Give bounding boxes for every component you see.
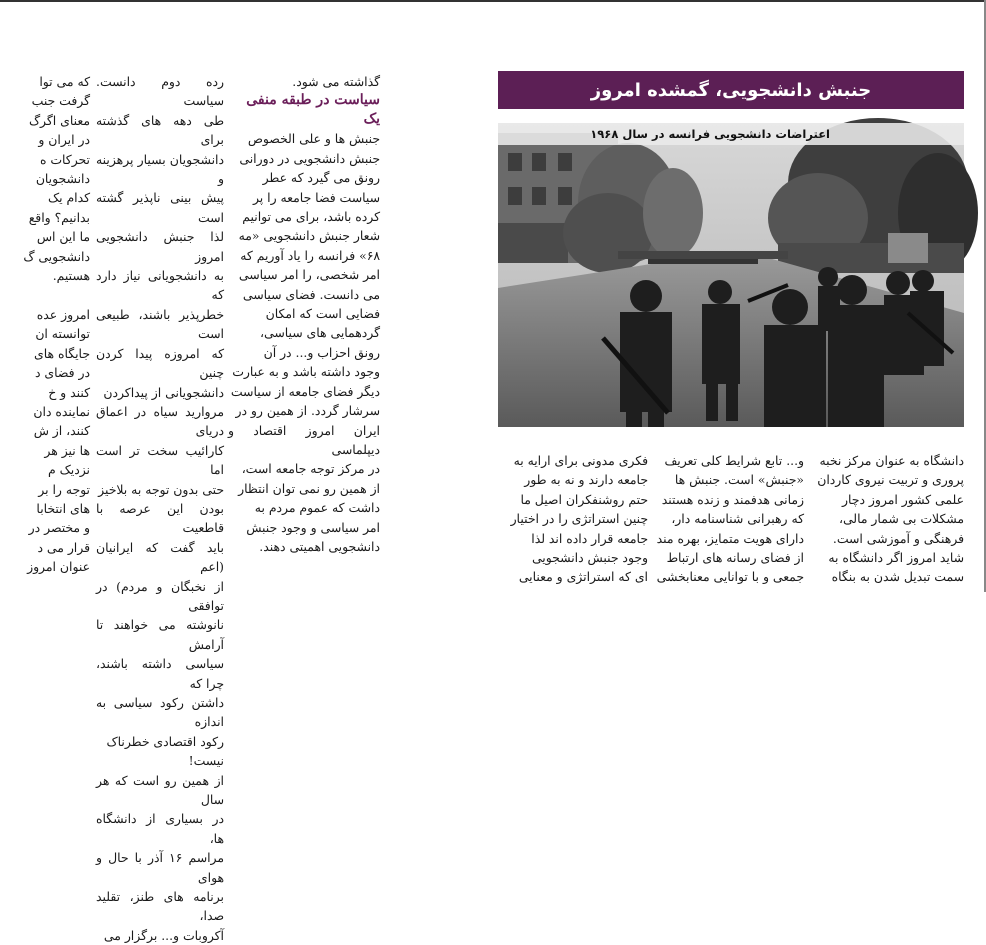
- text-line: زمانی هدفمند و زنده هستند: [661, 491, 804, 507]
- text-line: دیگر فضای جامعه از سیاست: [230, 383, 380, 399]
- text-column-middle: [96, 72, 224, 943]
- text-line: سمت تبدیل شدن به بنگاه: [831, 569, 964, 585]
- text-line: از فضای رسانه های ارتباط: [666, 550, 804, 566]
- text-line: عنوان امروز: [27, 559, 90, 575]
- text-line: دانشجویانی از پیداکردن: [103, 384, 224, 400]
- text-line: آکروبات و... برگزار می: [103, 927, 224, 943]
- text-line: در بسیاری از دانشگاه ها،: [96, 811, 224, 846]
- text-line: توجه را بر: [38, 481, 90, 497]
- article-title-banner: [498, 71, 964, 109]
- text-line: حتم روشنفکران اصیل ما: [520, 491, 648, 507]
- text-line: جنبش ها و علی الخصوص: [247, 131, 380, 147]
- text-line: داشتن رکود سیاسی به اندازه: [96, 695, 224, 730]
- text-line: ایران امروز اقتصاد و دیپلماسی: [228, 422, 380, 457]
- text-line: سیاسی داشته باشند، چرا که: [96, 656, 224, 691]
- text-line: می دانست. فضای سیاسی: [242, 286, 380, 302]
- text-line: جمعی و با توانایی معنابخشی: [656, 569, 804, 585]
- text-line: فضایی است که امکان: [265, 306, 380, 322]
- text-line: امر سیاسی و وجود جنبش: [246, 519, 380, 535]
- text-line: معنای اگرگ: [28, 112, 90, 128]
- text-line: لذا جنبش دانشجویی امروز: [96, 229, 224, 264]
- text-line: جامعه قرار داده اند لذا: [531, 530, 648, 546]
- text-line: ما این اس: [36, 229, 90, 245]
- text-line: در ایران و: [38, 132, 90, 148]
- text-line: نزدیک م: [48, 462, 90, 478]
- text-line: نماینده دان: [33, 403, 90, 419]
- text-line: رونق احزاب و... در آن: [263, 344, 380, 360]
- text-line: نیست!: [188, 753, 224, 769]
- text-line: کنند و خ: [48, 384, 90, 400]
- text-line: جنبش دانشجویی در دورانی: [239, 150, 380, 166]
- text-line: تحرکات ه: [39, 151, 90, 167]
- subheading-politics-negative-floor: [228, 91, 380, 129]
- text-line: گرفت جنب: [31, 93, 90, 109]
- text-line: چنین استراتژی را در اختیار: [510, 511, 648, 527]
- text-line: یک: [363, 111, 380, 128]
- text-line: جامعه دارند و نه به طور: [524, 472, 648, 488]
- text-line: سیاست فضا جامعه را پر: [252, 189, 380, 205]
- text-line: هستیم.: [52, 268, 90, 284]
- text-line: حتی بدون توجه به بلاخیز: [98, 481, 224, 497]
- text-line: امر شخصی، را امر سیاسی: [238, 267, 380, 283]
- text-line: به دانشجویانی نیاز دارد که: [96, 268, 224, 303]
- text-line: کدام یک: [48, 190, 90, 206]
- text-line: و... تابع شرایط کلی تعریف: [664, 453, 804, 468]
- text-line: مشکلات بی شمار مالی،: [838, 511, 964, 527]
- text-line: امروز عده: [36, 306, 90, 322]
- text-line: ای که استراتژی و معنایی: [518, 569, 648, 585]
- text-line: کارائیب سخت تر است اما: [96, 442, 224, 478]
- text-line: جایگاه های: [34, 345, 90, 361]
- text-line: کنند، از ش: [33, 423, 90, 439]
- text-line: رونق می گیرد که عطر: [262, 170, 380, 186]
- text-column-bottom-left: [498, 451, 648, 592]
- text-line: وجود داشته باشد و به عبارت: [232, 364, 380, 380]
- text-column-bottom-right: [809, 451, 964, 592]
- text-line: مروارید سیاه در اعماق دریای: [96, 403, 224, 439]
- text-line: سرشار گردد. از همین رو در: [235, 403, 380, 419]
- text-line: شعار جنبش دانشجویی «مه: [238, 228, 380, 244]
- text-line: که می توا: [39, 74, 90, 89]
- text-line: توانسته ان: [35, 326, 90, 342]
- text-line: طی دهه های گذشته برای: [96, 112, 224, 148]
- article-title: جنبش دانشجویی، گمشده امروز: [590, 79, 872, 101]
- photo-caption: اعتراضات دانشجویی فرانسه در سال ۱۹۶۸: [498, 123, 964, 145]
- text-line: دانشجویان: [35, 171, 90, 187]
- text-line: بدانیم؟ واقع: [28, 209, 90, 225]
- text-line: دانشجویان بسیار پرهزینه و: [96, 151, 224, 187]
- text-line: خطرپذیر باشند، طبیعی است: [96, 306, 224, 342]
- text-line: باید گفت که ایرانیان (اعم: [96, 539, 224, 575]
- text-line: وجود جنبش دانشجویی: [531, 550, 648, 566]
- text-line: رده دوم دانست. سیاست: [96, 74, 224, 109]
- text-line: مراسم ۱۶ آذر با حال و هوای: [96, 850, 224, 885]
- photo-illustration: [498, 123, 964, 427]
- text-line: پیش بینی ناپذیر گشته است: [96, 190, 224, 225]
- text-line: و مختصر در: [28, 520, 90, 536]
- protest-photo: [498, 123, 964, 427]
- text-line: دارای هویت متمایز، بهره مند: [656, 530, 804, 546]
- text-line: گردهمایی های سیاسی،: [260, 325, 380, 341]
- text-column-bottom-middle: [652, 451, 804, 592]
- text-line: ها نیز هر: [44, 442, 90, 458]
- text-line: از همین رو نمی توان انتظار: [238, 480, 380, 496]
- text-line: سیاست در طبقه منفی: [246, 92, 380, 109]
- text-line: قرار می د: [37, 539, 90, 555]
- text-line: که رهبرانی شناسنامه دار،: [671, 511, 804, 527]
- text-line: از نخبگان و مردم) در توافقی: [96, 578, 224, 613]
- text-line: داشت که عموم مردم به: [254, 500, 380, 516]
- text-line: برنامه های طنز، تقلید صدا،: [96, 889, 224, 924]
- text-line: بودن این عرصه با قاطعیت: [96, 500, 224, 536]
- text-line: فرهنگی و آموزشی است.: [832, 530, 964, 546]
- text-line: رکود اقتصادی خطرناک: [106, 733, 224, 749]
- text-line: شاید امروز اگر دانشگاه به: [828, 550, 964, 566]
- text-line: که امروزه پیدا کردن چنین: [96, 345, 224, 381]
- text-line: در مرکز توجه جامعه است،: [241, 461, 380, 477]
- text-column-left-cropped: [0, 72, 90, 592]
- text-column-with-subheading: [228, 72, 380, 592]
- text-line: «جنبش» است. جنبش ها: [674, 472, 804, 488]
- text-line: فکری مدونی برای ارایه به: [513, 453, 648, 468]
- text-line: پروری و تربیت نیروی کاردان: [817, 472, 964, 488]
- text-line: های انتخابا: [36, 500, 90, 516]
- page-top-rule: [0, 0, 986, 2]
- text-line: نانوشته می خواهند تا آرامش: [96, 617, 224, 652]
- text-line: دانشجویی گ: [23, 248, 90, 264]
- text-line: دانشجویی اهمیتی دهند.: [259, 538, 380, 554]
- text-line: گذاشته می شود.: [292, 74, 380, 89]
- text-line: کرده باشد، برای می توانیم: [242, 209, 380, 225]
- text-line: [0, 285, 90, 304]
- text-line: علمی کشور امروز دچار: [842, 491, 964, 507]
- text-line: در فضای د: [34, 365, 90, 381]
- text-line: از همین رو است که هر سال: [96, 772, 224, 808]
- text-line: ۶۸» فرانسه را یاد آوریم که: [240, 247, 380, 263]
- text-line: دانشگاه به عنوان مرکز نخبه: [819, 453, 964, 468]
